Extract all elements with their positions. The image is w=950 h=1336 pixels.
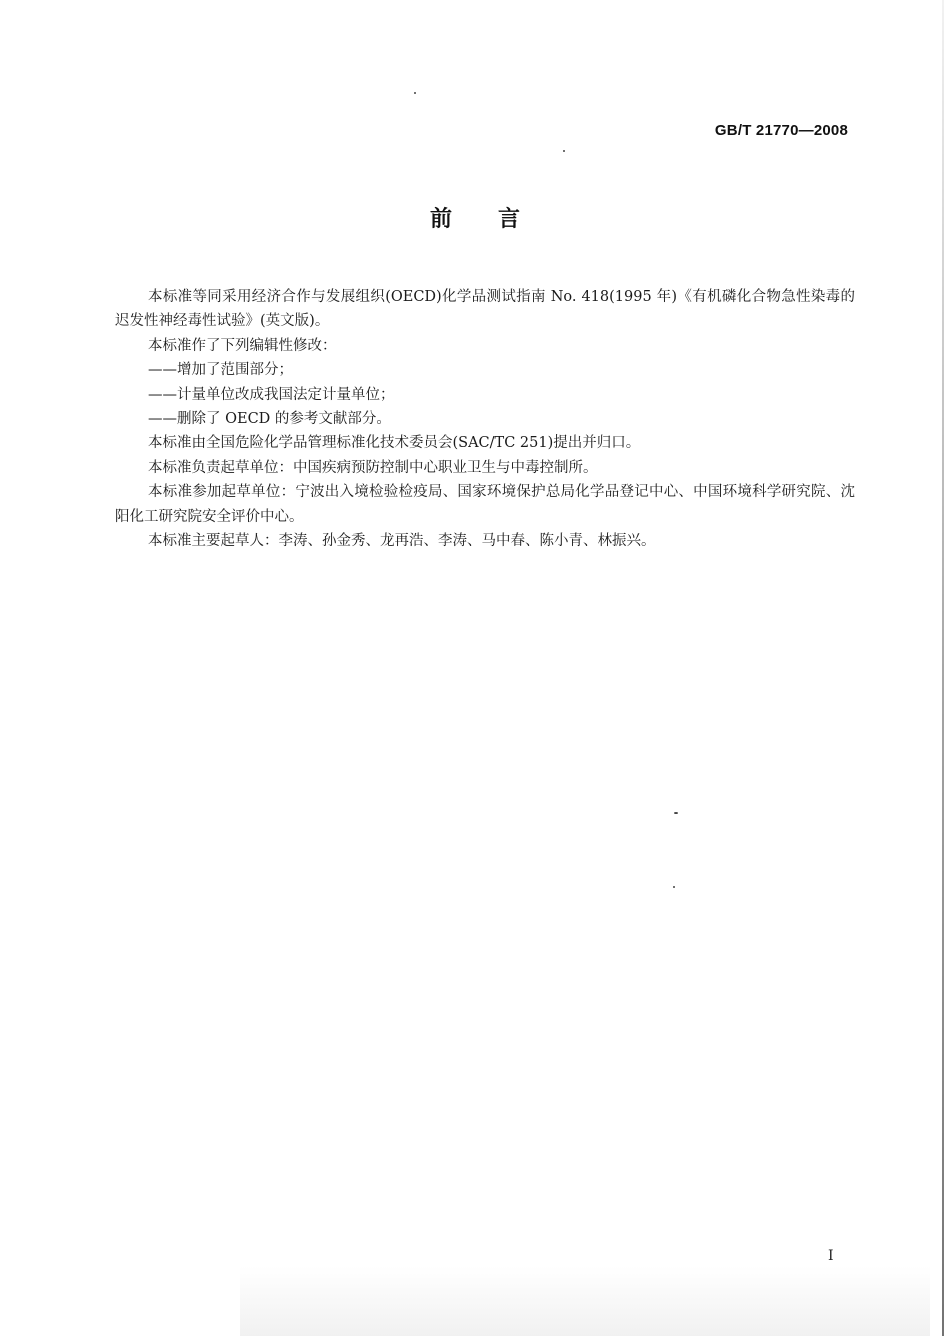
foreword-body [115, 285, 855, 553]
page-title: 前言 [429, 207, 566, 232]
scan-speck [673, 886, 675, 888]
standard-code: GB/T 21770—2008 [714, 122, 848, 139]
list-item-edit: ——删除了 OECD 的参考文献部分。 [148, 411, 391, 428]
list-item-edit: ——增加了范围部分； [148, 362, 293, 379]
scan-speck [563, 150, 565, 152]
page-number: I [828, 1248, 834, 1264]
paragraph-proposer: 本标准由全国危险化学品管理标准化技术委员会(SAC/TC 251)提出并归口。 [148, 435, 641, 452]
scan-speck [414, 92, 416, 94]
scan-edge-line [942, 0, 944, 1336]
scan-bottom-shade [240, 1266, 930, 1336]
paragraph-participants: 本标准参加起草单位：宁波出入境检验检疫局、国家环境保护总局化学品登记中心、中国环境科学研究院、沈阳化工研究院安全评价中心。 [115, 484, 855, 525]
list-item-edit: ——计量单位改成我国法定计量单位； [148, 386, 395, 403]
paragraph-drafters: 本标准主要起草人：李涛、孙金秀、龙再浩、李涛、马中春、陈小青、林振兴。 [148, 533, 656, 550]
paragraph-lead-drafter: 本标准负责起草单位：中国疾病预防控制中心职业卫生与中毒控制所。 [148, 459, 598, 476]
paragraph-edits-intro: 本标准作了下列编辑性修改： [148, 337, 337, 354]
scan-speck [674, 812, 678, 814]
paragraph-adoption: 本标准等同采用经济合作与发展组织(OECD)化学品测试指南 No. 418(1995 年)《有机磷化合物急性染毒的迟发性神经毒性试验》(英文版)。 [115, 289, 855, 330]
